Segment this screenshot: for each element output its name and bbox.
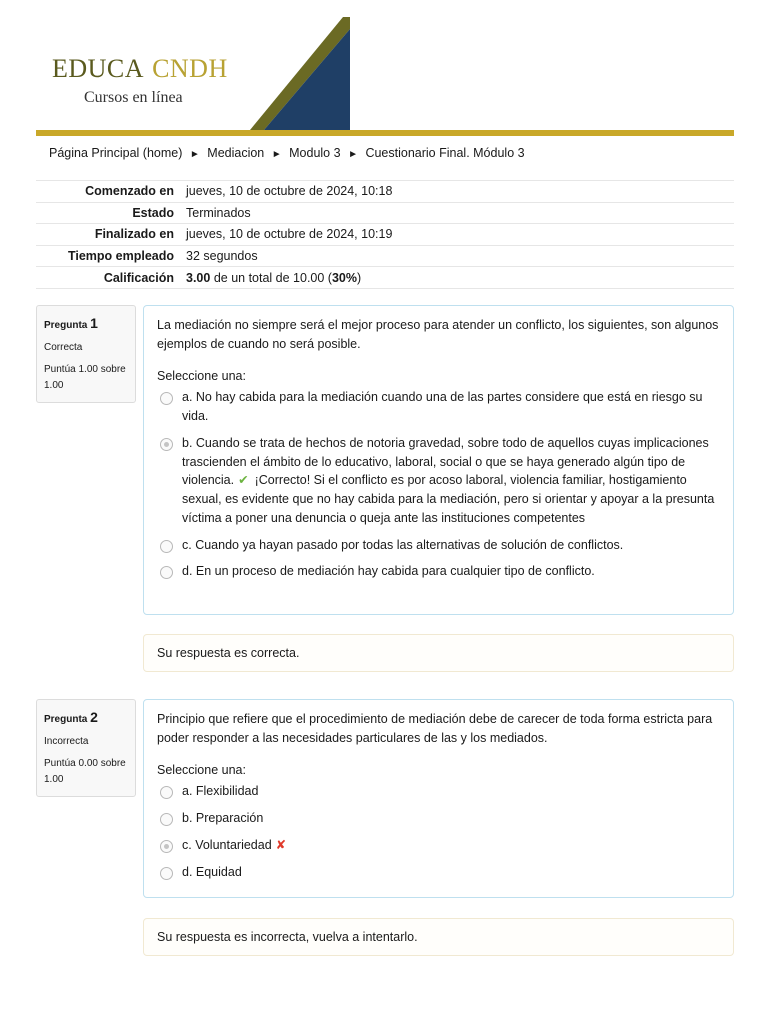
question-info-2 [36, 699, 136, 797]
site-header [0, 0, 768, 136]
radio-button[interactable] [160, 566, 173, 579]
radio-button[interactable] [160, 813, 173, 826]
option-label: c. Cuando ya hayan pasado por todas las alternativas de solución de conflictos. [182, 537, 624, 552]
summary-row-grade [36, 267, 734, 289]
header-divider [36, 130, 734, 136]
summary-label: Comenzado en [36, 181, 186, 203]
option-text: c. Voluntariedad [182, 837, 272, 852]
summary-row-state [36, 202, 734, 224]
answer-option-c[interactable] [157, 836, 719, 855]
breadcrumb-separator: ► [189, 149, 200, 160]
logo-graphic [250, 17, 352, 130]
breadcrumb-course[interactable]: Mediacion [207, 146, 265, 160]
radio-button-selected[interactable] [160, 840, 173, 853]
option-label: d. Equidad [182, 864, 242, 879]
breadcrumb-quiz[interactable]: Cuestionario Final. Módulo 3 [365, 146, 525, 160]
grade-total: de un total de 10.00 ( [210, 270, 332, 285]
breadcrumb-module[interactable]: Modulo 3 [289, 146, 341, 160]
option-specific-feedback: ¡Correcto! Si el conflicto es por acoso laboral, violencia familiar, hostigamiento sexual, es evidente que no hay cabida para la mediación, pero si orientar y apoyar a la presunta víctima a poner una denuncia o queja ante las instituciones competentes [182, 473, 715, 525]
breadcrumb-separator: ► [348, 149, 358, 160]
grade-end: ) [357, 270, 362, 285]
logo-word-educa: EDUCA [52, 54, 145, 83]
question-status: Incorrecta [44, 736, 89, 748]
grade-score: 3.00 [186, 270, 211, 285]
breadcrumb-home[interactable]: Página Principal (home) [49, 146, 183, 160]
breadcrumb-separator: ► [271, 149, 282, 160]
option-label: a. Flexibilidad [182, 784, 259, 799]
radio-button[interactable] [160, 540, 173, 553]
radio-button[interactable] [160, 786, 173, 799]
logo-subtitle: Cursos en línea [84, 89, 183, 106]
option-text: b. Cuando se trata de hechos de notoria gravedad, sobre todo de aquellos cuyas implicaciones trascienden el ámbito de lo educativo, laboral, social o que se haya generado algún tipo de violencia. [182, 435, 709, 488]
radio-button[interactable] [160, 392, 173, 405]
summary-label: Calificación [36, 267, 186, 289]
radio-button-selected[interactable] [160, 438, 173, 451]
summary-row-finished [36, 224, 734, 246]
question-prompt: Seleccione una: [157, 368, 246, 383]
summary-value: 32 segundos [186, 245, 734, 267]
grade-value [186, 267, 734, 289]
summary-row-time [36, 245, 734, 267]
correct-check-icon: ✔ [238, 473, 249, 488]
answer-option-c[interactable] [157, 536, 719, 555]
breadcrumb [49, 146, 525, 160]
attempt-summary-table [36, 180, 734, 289]
option-label [182, 434, 719, 528]
summary-label: Finalizado en [36, 224, 186, 246]
question-points: Puntúa 1.00 sobre 1.00 [44, 364, 126, 392]
question-card-1 [143, 305, 734, 615]
option-label [182, 836, 719, 855]
question-title: Pregunta [44, 320, 88, 331]
question-feedback-2: Su respuesta es incorrecta, vuelva a intentarlo. [143, 918, 734, 956]
answer-option-b[interactable] [157, 434, 719, 528]
site-logo[interactable] [52, 54, 228, 84]
logo-word-cndh: CNDH [152, 54, 228, 83]
question-text: La mediación no siempre será el mejor proceso para atender un conflicto, los siguientes, son algunos ejemplos de cuando no será posible. [157, 318, 719, 351]
question-status: Correcta [44, 342, 83, 354]
answer-option-b[interactable] [157, 809, 719, 828]
question-number-value: 2 [90, 709, 98, 725]
option-label: b. Preparación [182, 811, 264, 825]
summary-label: Tiempo empleado [36, 245, 186, 267]
question-prompt: Seleccione una: [157, 762, 246, 777]
answer-option-a[interactable] [157, 782, 719, 801]
option-label: d. En un proceso de mediación hay cabida para cualquier tipo de conflicto. [182, 564, 595, 579]
summary-value: jueves, 10 de octubre de 2024, 10:19 [186, 224, 734, 246]
question-feedback-1: Su respuesta es correcta. [143, 634, 734, 672]
question-number [44, 706, 129, 728]
question-number-value: 1 [90, 315, 98, 331]
answer-option-d[interactable] [157, 562, 719, 581]
question-info-1 [36, 305, 136, 403]
incorrect-cross-icon: ✘ [275, 837, 287, 852]
summary-value: Terminados [186, 202, 734, 224]
question-title: Pregunta [44, 714, 88, 725]
question-text: Principio que refiere que el procedimiento de mediación debe de carecer de toda forma estricta para poder responder a las necesidades particulares de las y los mediados. [157, 712, 713, 745]
question-number [44, 312, 129, 334]
answer-option-a[interactable] [157, 388, 719, 426]
radio-button[interactable] [160, 867, 173, 880]
summary-row-started [36, 181, 734, 203]
question-points: Puntúa 0.00 sobre 1.00 [44, 758, 126, 786]
summary-label: Estado [36, 202, 186, 224]
summary-value: jueves, 10 de octubre de 2024, 10:18 [186, 181, 734, 203]
option-label: a. No hay cabida para la mediación cuando una de las partes considere que está en riesgo su vida. [182, 390, 703, 423]
answer-option-d[interactable] [157, 863, 719, 882]
grade-percent: 30% [331, 270, 357, 285]
question-card-2 [143, 699, 734, 898]
